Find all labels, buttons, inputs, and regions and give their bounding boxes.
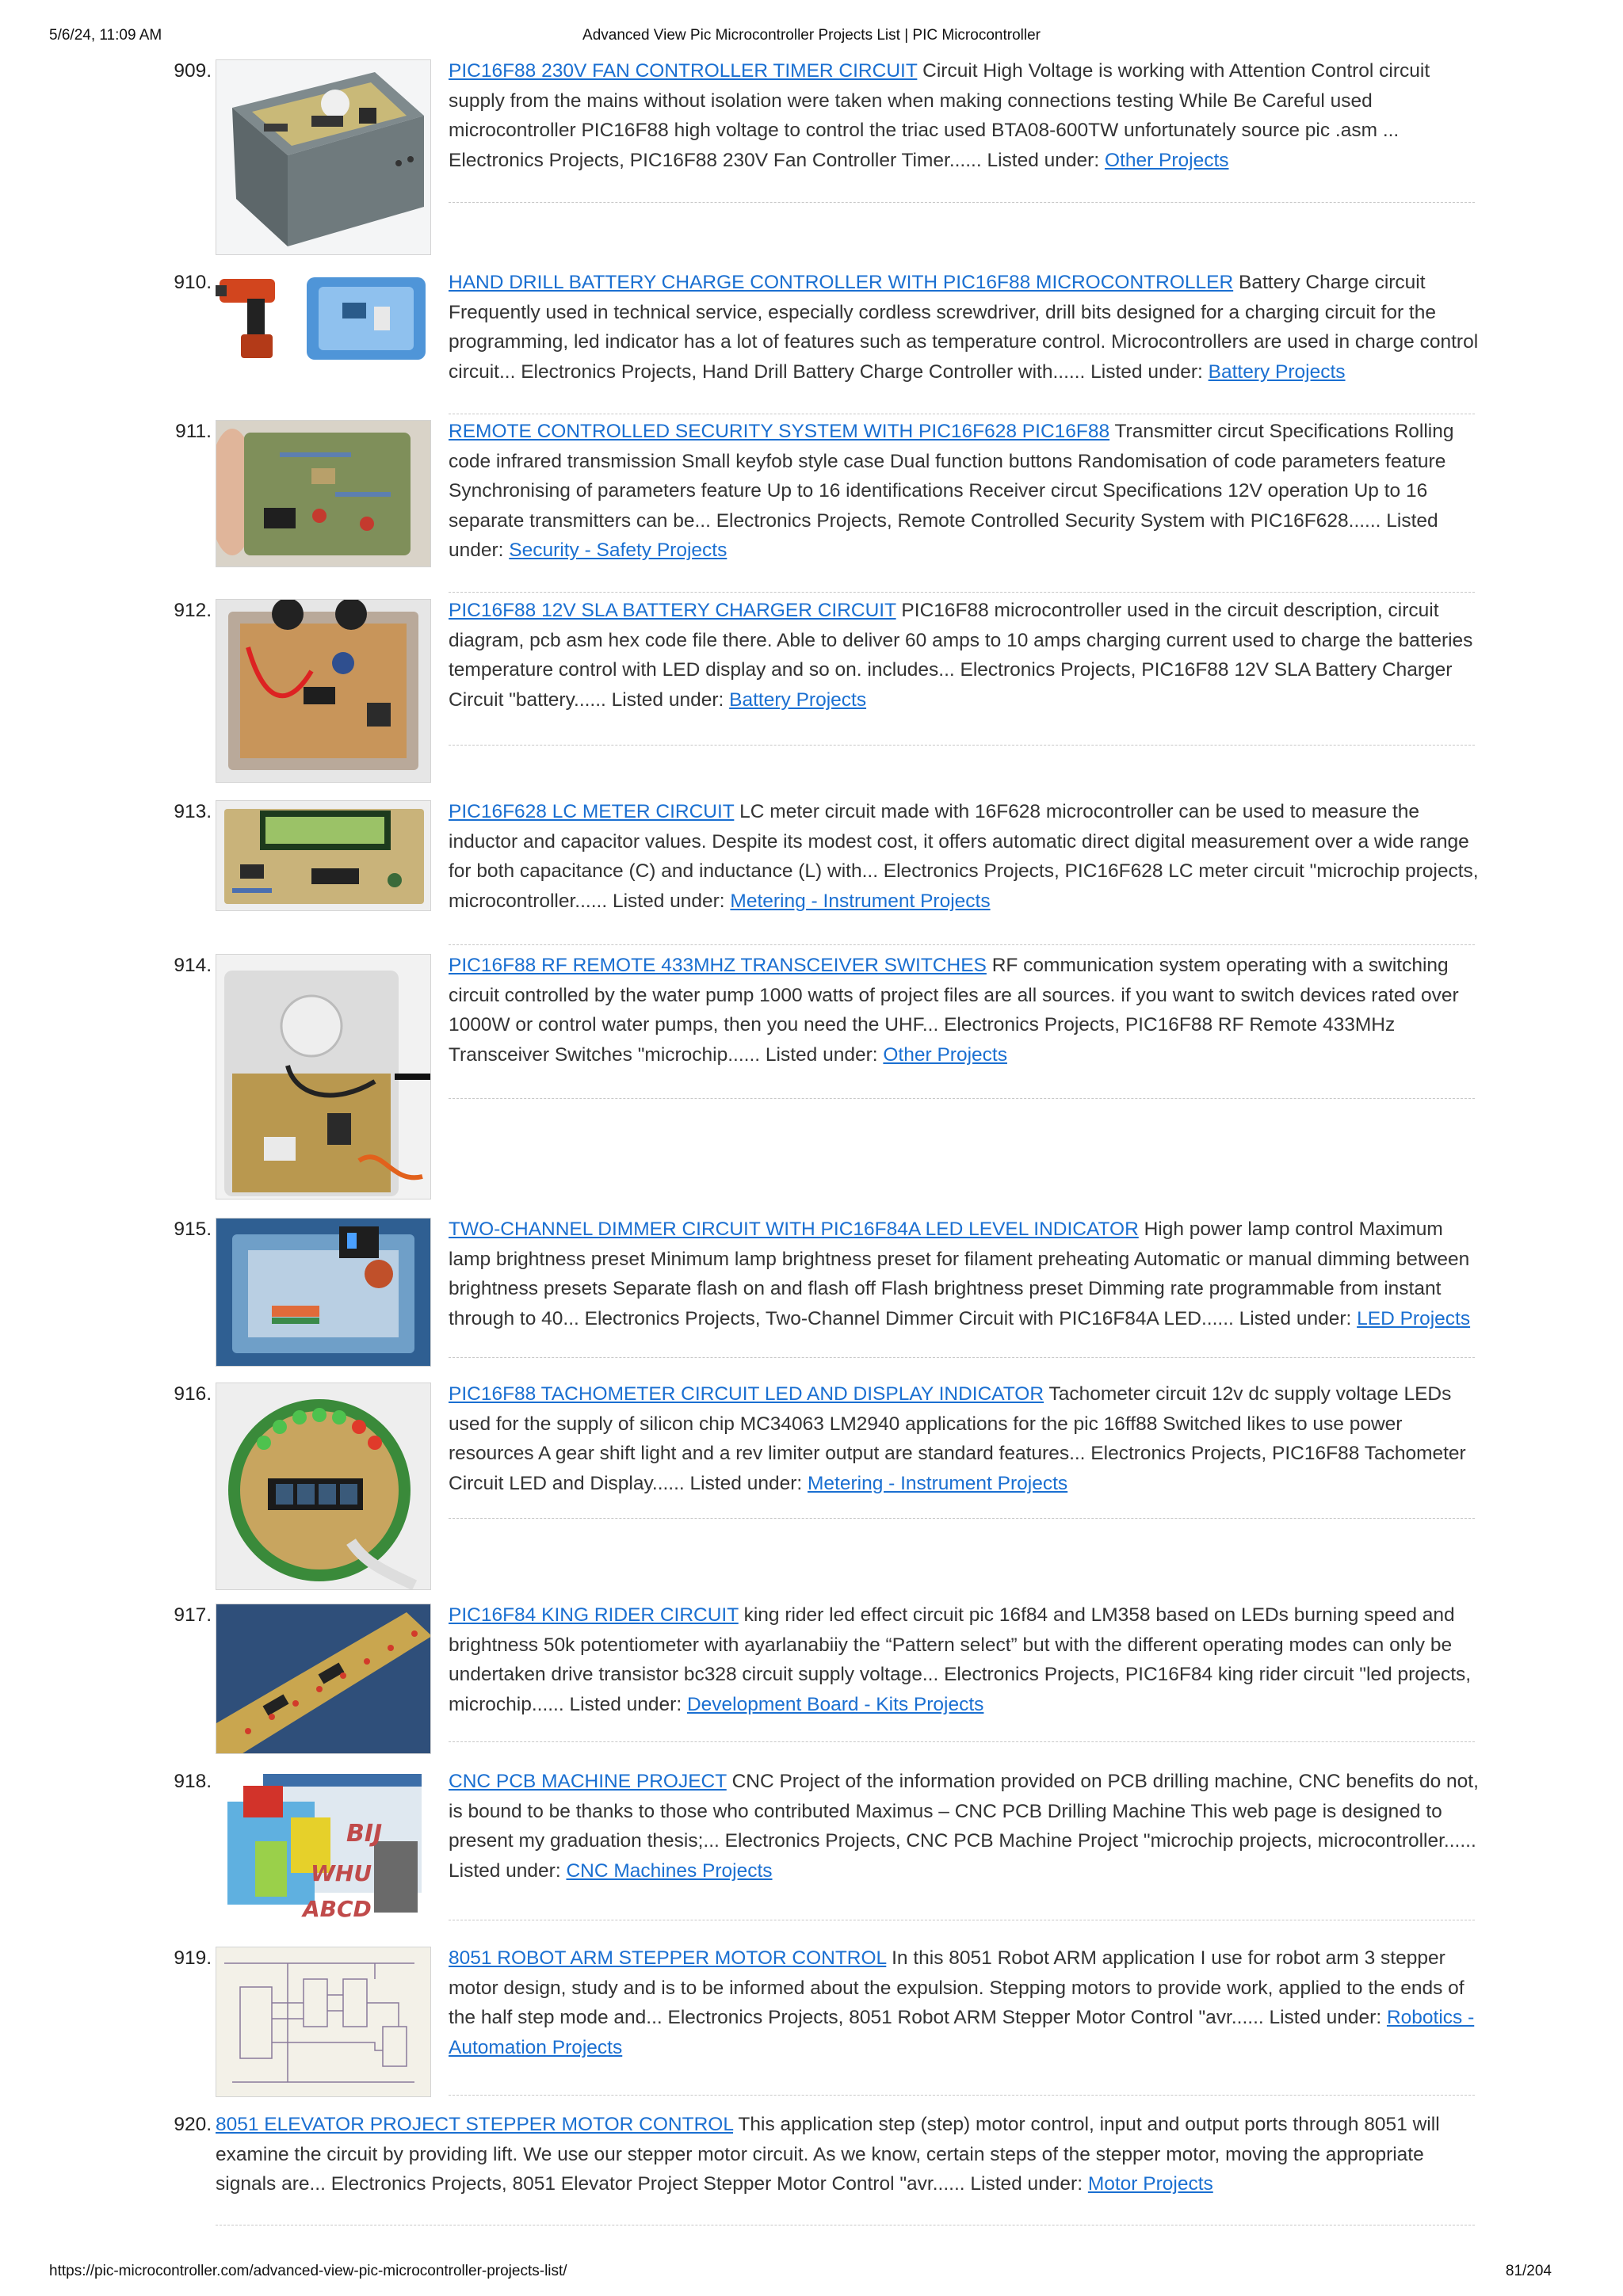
project-title-link[interactable]: PIC16F88 RF REMOTE 433MHZ TRANSCEIVER SWITCHES: [449, 955, 987, 976]
cnc-image-text: WHU: [311, 1860, 372, 1886]
entry-divider: [449, 745, 1475, 746]
entry-text: [449, 1600, 1483, 1719]
cnc-image-text: BIJ: [346, 1820, 383, 1848]
listed-under-label: Listed under:: [1239, 1307, 1352, 1329]
project-description: This application step (step) motor control, input and output ports through 8051 will examine the circuit by providing lift. We use our stepper motor circuit. As we know, certain steps of the stepper motor, moving the appropriate signals are... Electronics Projects, 8051 Elevator Project Stepper Motor Control "avr......: [216, 2114, 1440, 2195]
listed-under-label: under:: [449, 540, 504, 561]
listed-under-label: Listed under:: [970, 2173, 1083, 2195]
project-title-link[interactable]: 8051 ROBOT ARM STEPPER MOTOR CONTROL: [449, 1947, 887, 1969]
category-link[interactable]: Battery Projects: [1208, 360, 1346, 383]
project-description: CNC Project of the information provided on PCB drilling machine, CNC benefits do not, is bound to be thanks to those who contributed Maximus – CNC PCB Drilling Machine This web page is designed to present my graduation thesis;... Electronics Projects, CNC PCB Machine Project "microchip projects, microcontroller......: [449, 1771, 1479, 1852]
project-description: In this 8051 Robot ARM application I use for robot arm 3 stepper motor design, study and is to be informed about the expulsion. Stepping motors to provide work, applied to the ends of the half step mode and... Electronics Projects, 8051 Robot ARM Stepper Motor Control "avr...... Listed under:: [449, 1947, 1465, 2028]
listed-under-label: Listed under:: [611, 688, 724, 711]
project-entry: [166, 1379, 1474, 1589]
listed-under-label: Listed under:: [987, 149, 1100, 171]
category-link[interactable]: Motor Projects: [1087, 2173, 1213, 2195]
entry-number: 914.: [174, 955, 212, 976]
category-link[interactable]: Development Board - Kits Projects: [686, 1693, 984, 1715]
entry-number: 920.: [174, 2114, 212, 2135]
entry-text: [449, 1767, 1483, 1886]
project-description: Tachometer circuit 12v dc supply voltage LEDs used for the supply of silicon chip MC34063 LM2940 applications for the pic 16ff88 Switched likes to use power resources A gear shift light and a rev limiter output are standard features... Electronics Projects, PIC16F88 Tachometer Circuit LED and Display......: [449, 1383, 1466, 1494]
project-title-link[interactable]: 8051 ELEVATOR PROJECT STEPPER MOTOR CONTROL: [216, 2114, 734, 2135]
project-title-link[interactable]: CNC PCB MACHINE PROJECT: [449, 1771, 727, 1792]
project-thumbnail[interactable]: [216, 1770, 431, 1925]
entry-divider: [449, 1518, 1475, 1519]
entry-divider: [449, 1098, 1475, 1099]
project-thumbnail[interactable]: [216, 271, 431, 366]
category-link[interactable]: Robotics - Automation Projects: [449, 2007, 1475, 2058]
project-entry: [166, 596, 1474, 786]
project-title-link[interactable]: PIC16F88 230V FAN CONTROLLER TIMER CIRCUIT: [449, 60, 918, 82]
project-title-link[interactable]: PIC16F628 LC METER CIRCUIT: [449, 801, 735, 822]
entry-number: 911.: [175, 421, 212, 442]
project-thumbnail[interactable]: [216, 954, 431, 1199]
project-description: Circuit High Voltage is working with Attention Control circuit supply from the mains without isolation were taken when making connections testing While Be Careful used microcontroller PIC16F88 high voltage to control the triac used BTA08-600TW unfortunately source pic .asm ... Electronics Projects, PIC16F88 230V Fan Controller Timer......: [449, 60, 1430, 171]
project-entry: [166, 268, 1479, 406]
project-description: king rider led effect circuit pic 16f84 and LM358 based on LEDs burning speed and brightness 50k potentiometer with ayarlanabiiy the “Pattern select” but with the different operating modes can only be undertaken drive transistor bc328 circuit supply voltage... Electronics Projects, PIC16F84 king rider circuit "led projects, microchip......: [449, 1604, 1472, 1715]
entry-number: 912.: [174, 600, 212, 621]
project-description: Transmitter circut Specifications Rolling code infrared transmission Small keyfob style case Dual function buttons Randomisation of code parameters feature Synchronising of parameters feature Up to 16 identifications Receiver circut Specifications 12V operation Up to 16 separate transmitters can be... Electronics Projects, Remote Controlled Security System with PIC16F628...... Listed: [449, 421, 1454, 532]
category-link[interactable]: Metering - Instrument Projects: [808, 1472, 1068, 1494]
project-thumbnail[interactable]: [216, 1604, 431, 1754]
entry-number: 910.: [174, 272, 212, 293]
entry-text: [449, 951, 1483, 1070]
print-footer: [0, 2263, 1623, 2286]
project-thumbnail[interactable]: [216, 1383, 431, 1590]
project-description: High power lamp control Maximum lamp brightness preset Minimum lamp brightness preset for filament preheating Automatic or manual dimming between brightness presets Separate flash on and flash off Flash brightness preset Dimming rate programmable from instant through to 40... Electronics Projects, Two-Channel Dimmer Circuit with PIC16F84A LED......: [449, 1219, 1470, 1329]
entry-text: [449, 56, 1483, 175]
entry-text: [449, 417, 1483, 566]
project-title-link[interactable]: PIC16F88 12V SLA BATTERY CHARGER CIRCUIT: [449, 600, 896, 621]
project-entry: [166, 797, 1479, 912]
project-thumbnail[interactable]: [216, 1218, 431, 1367]
dimmer-image: [216, 1219, 431, 1367]
entry-number: 918.: [174, 1771, 212, 1792]
entry-text: [449, 1215, 1483, 1333]
print-url: https://pic-microcontroller.com/advanced-view-pic-microcontroller-projects-list/: [49, 2263, 567, 2279]
listed-under-label: Listed under:: [765, 1043, 878, 1066]
project-thumbnail[interactable]: [216, 800, 431, 911]
project-thumbnail[interactable]: [216, 1947, 431, 2097]
project-thumbnail[interactable]: [216, 420, 431, 567]
project-entry: [166, 1767, 1479, 1925]
listed-under-label: Listed under:: [1090, 360, 1203, 383]
entry-text: [449, 596, 1483, 715]
category-link[interactable]: Other Projects: [883, 1043, 1007, 1066]
cnc-collage-image: [216, 1770, 431, 1925]
listed-under-label: Listed under:: [689, 1472, 803, 1494]
project-title-link[interactable]: REMOTE CONTROLLED SECURITY SYSTEM WITH PIC16F628 PIC16F88: [449, 421, 1110, 442]
entry-text: [216, 2110, 1484, 2199]
category-link[interactable]: Metering - Instrument Projects: [730, 890, 991, 912]
entry-number: 915.: [174, 1219, 212, 1240]
project-description: RF communication system operating with a switching circuit controlled by the water pump 1000 watts of project files are all sources. if you want to switch devices rated over 1000W or control water pumps, then you need the UHF... Electronics Projects, PIC16F88 RF Remote 433MHz Transceiver Switches "microchip......: [449, 955, 1459, 1066]
project-thumbnail[interactable]: [216, 59, 431, 255]
tachometer-image: [216, 1383, 431, 1590]
entry-number: 909.: [174, 60, 212, 82]
lc-meter-image: [216, 801, 431, 911]
project-entry: [166, 417, 1474, 567]
entry-divider: [449, 592, 1475, 593]
project-entry: [166, 951, 1474, 1200]
handheld-pcb-image: [216, 421, 431, 567]
drill-photo-image: [216, 271, 431, 366]
entry-number: 916.: [174, 1383, 212, 1405]
category-link[interactable]: LED Projects: [1357, 1307, 1471, 1329]
entry-text: [449, 797, 1483, 916]
listed-under-label: Listed under:: [449, 1859, 561, 1882]
project-description: Battery Charge circuit Frequently used in technical service, especially cordless screwdriver, drill bits designed for a charging circuit for the programming, led indicator has a lot of features such as temperature control. Microcontrollers are used in charge control circuit... Electronics Projects, Hand Drill Battery Charge Controller with......: [449, 272, 1479, 383]
enclosure-photo-image: [216, 60, 431, 255]
listed-under-label: Listed under:: [569, 1693, 682, 1715]
project-entry: [166, 2110, 1474, 2205]
category-link[interactable]: Battery Projects: [729, 688, 867, 711]
category-link[interactable]: CNC Machines Projects: [566, 1859, 773, 1882]
entry-divider: [449, 1357, 1475, 1358]
project-entry: [166, 1215, 1474, 1365]
cnc-image-text: ABCD: [303, 1896, 372, 1922]
print-header: [0, 24, 1623, 48]
entry-number: 919.: [174, 1947, 212, 1969]
category-link[interactable]: Security - Safety Projects: [509, 540, 727, 561]
entry-divider: [449, 2095, 1475, 2096]
entry-text: [449, 1379, 1483, 1498]
project-entry: [166, 56, 1474, 254]
project-title-link[interactable]: PIC16F88 TACHOMETER CIRCUIT LED AND DISPLAY INDICATOR: [449, 1383, 1044, 1405]
project-title-link[interactable]: TWO-CHANNEL DIMMER CIRCUIT WITH PIC16F84A LED LEVEL INDICATOR: [449, 1219, 1139, 1240]
print-datetime: 5/6/24, 11:09 AM: [49, 27, 162, 44]
entry-text: [449, 1943, 1483, 2062]
print-page-title: Advanced View Pic Microcontroller Projects List | PIC Microcontroller: [582, 27, 1041, 44]
project-title-link[interactable]: PIC16F84 KING RIDER CIRCUIT: [449, 1604, 739, 1626]
king-rider-board-image: [216, 1604, 431, 1754]
entry-divider: [449, 1741, 1475, 1742]
entry-divider: [449, 202, 1475, 203]
project-description: PIC16F88 microcontroller used in the circuit description, circuit diagram, pcb asm hex code file there. Able to deliver 60 amps to 10 amps charging current used to charge the batteries temperature control with LED display and so on. includes... Electronics Projects, PIC16F88 12V SLA Battery Charger Circuit "battery......: [449, 600, 1473, 711]
print-page-number: 81/204: [1505, 2263, 1552, 2279]
rf-remote-image: [216, 955, 431, 1199]
category-link[interactable]: Other Projects: [1104, 149, 1229, 171]
charger-pcb-image: [216, 600, 431, 783]
project-entry: [166, 1943, 1474, 2098]
entry-divider: [449, 944, 1475, 945]
project-description: LC meter circuit made with 16F628 microcontroller can be used to measure the inductor and capacitor values. Despite its modest cost, it offers automatic direct digital measurement over a wide range for both capacitance (C) and inductance (L) with... Electronics Projects, PIC16F628 LC meter circuit "microchip projects, microcontroller......: [449, 801, 1479, 912]
project-entry: [166, 1600, 1474, 1753]
project-title-link[interactable]: HAND DRILL BATTERY CHARGE CONTROLLER WITH PIC16F88 MICROCONTROLLER: [449, 272, 1234, 293]
schematic-image: [216, 1947, 431, 2097]
entry-number: 913.: [174, 801, 212, 822]
entry-number: 917.: [174, 1604, 212, 1626]
project-thumbnail[interactable]: [216, 599, 431, 783]
entry-text: [449, 268, 1483, 387]
listed-under-label: Listed under:: [612, 890, 725, 912]
